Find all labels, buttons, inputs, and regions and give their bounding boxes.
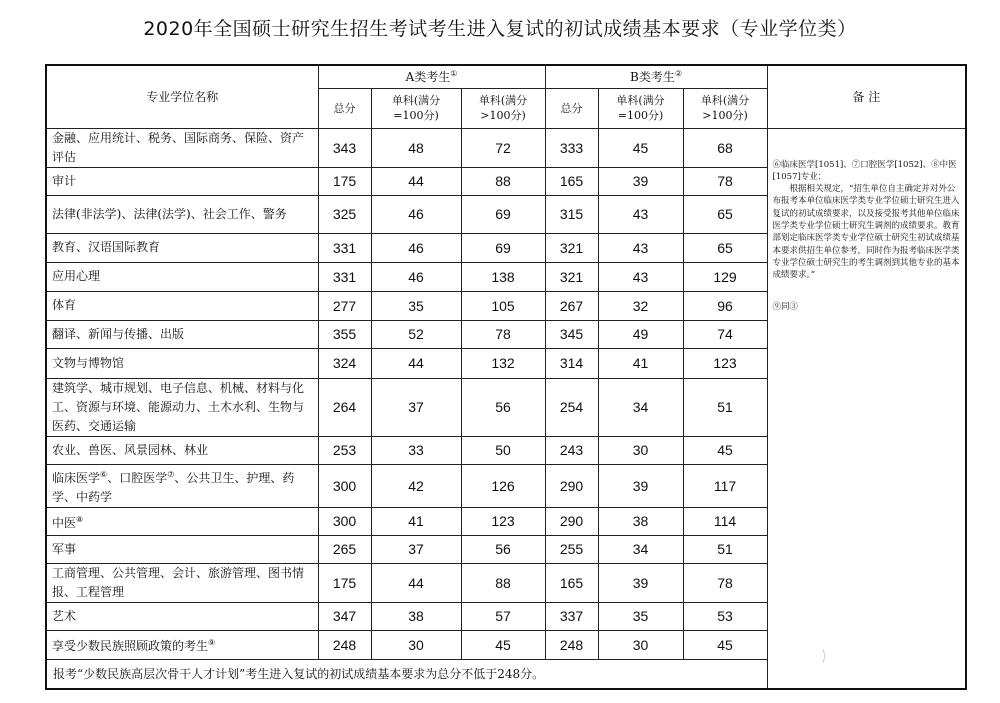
b-single-100-score: 32 [598,291,683,320]
major-name: 体育 [46,291,318,320]
remark-body: 根据相关规定，“招生单位自主确定并对外公布报考本单位临床医学类专业学位硕士研究生进入复试的初试成绩要求，以及接受报考其他单位临床医学类专业学位硕士研究生调剂的成绩要求。教育部划定临床医学类专业学位硕士研究生初试成绩基本要求供招生单位参考，同时作为报考临床医学类专业学位硕士研究生的考生调剂到其他专业的基本成绩要求。” [772,184,960,281]
a-total-score: 300 [318,464,371,507]
b-total-score: 267 [545,291,598,320]
remark-line: ⑨同③ [772,302,799,313]
a-total-score: 355 [318,320,371,348]
major-name: 享受少数民族照顾政策的考生⑨ [46,630,318,659]
a-single-gt100-score: 123 [461,507,545,535]
a-single-gt100-score: 88 [461,563,545,602]
major-name: 应用心理 [46,262,318,291]
b-total-score: 255 [545,535,598,563]
a-single-gt100-score: 88 [461,167,545,195]
header-remarks: 备 注 [767,65,966,128]
a-total-score: 300 [318,507,371,535]
b-single-gt100-score: 78 [683,563,767,602]
a-single-100-score: 30 [371,630,461,659]
a-total-score: 175 [318,167,371,195]
a-single-100-score: 37 [371,535,461,563]
b-total-score: 290 [545,507,598,535]
a-single-100-score: 42 [371,464,461,507]
b-single-100-score: 45 [598,128,683,167]
major-name: 建筑学、城市规划、电子信息、机械、材料与化工、资源与环境、能源动力、土木水利、生物与医药、交通运输 [46,378,318,436]
b-single-100-score: 30 [598,630,683,659]
a-single-gt100-score: 138 [461,262,545,291]
b-single-gt100-score: 129 [683,262,767,291]
b-total-score: 315 [545,195,598,233]
header-group-b: B类考生② [545,65,767,88]
b-single-100-score: 38 [598,507,683,535]
a-single-100-score: 46 [371,262,461,291]
a-single-100-score: 48 [371,128,461,167]
b-total-score: 345 [545,320,598,348]
header-major-name: 专业学位名称 [46,65,318,128]
major-name: 教育、汉语国际教育 [46,233,318,262]
footnote: 报考“少数民族高层次骨干人才计划”考生进入复试的初试成绩基本要求为总分不低于248分。 [46,659,767,689]
b-total-score: 243 [545,436,598,464]
b-single-gt100-score: 78 [683,167,767,195]
b-total-score: 337 [545,602,598,630]
b-single-gt100-score: 68 [683,128,767,167]
header-b-single-100: 单科(满分 =100分) [598,88,683,128]
remark-line: ⑥临床医学[1051]、⑦口腔医学[1052]、⑧中医[1057]专业： [772,159,957,182]
a-single-gt100-score: 126 [461,464,545,507]
a-total-score: 265 [318,535,371,563]
a-single-gt100-score: 78 [461,320,545,348]
b-total-score: 290 [545,464,598,507]
a-total-score: 331 [318,262,371,291]
b-single-gt100-score: 45 [683,630,767,659]
a-total-score: 331 [318,233,371,262]
b-total-score: 248 [545,630,598,659]
a-total-score: 325 [318,195,371,233]
b-single-100-score: 43 [598,195,683,233]
a-single-100-score: 44 [371,563,461,602]
a-single-100-score: 38 [371,602,461,630]
a-single-gt100-score: 57 [461,602,545,630]
b-single-gt100-score: 53 [683,602,767,630]
a-single-100-score: 41 [371,507,461,535]
b-single-100-score: 34 [598,535,683,563]
b-single-100-score: 41 [598,348,683,378]
a-single-gt100-score: 50 [461,436,545,464]
mark-icon [821,648,830,664]
a-single-100-score: 46 [371,233,461,262]
a-single-100-score: 37 [371,378,461,436]
a-single-gt100-score: 69 [461,195,545,233]
a-single-100-score: 44 [371,348,461,378]
b-single-100-score: 39 [598,563,683,602]
b-single-gt100-score: 123 [683,348,767,378]
major-name: 审计 [46,167,318,195]
b-total-score: 321 [545,262,598,291]
b-total-score: 333 [545,128,598,167]
header-a-single-gt100: 单科(满分 >100分) [461,88,545,128]
major-name: 农业、兽医、风景园林、林业 [46,436,318,464]
b-single-gt100-score: 51 [683,378,767,436]
a-single-gt100-score: 56 [461,535,545,563]
major-name: 法律(非法学)、法律(法学)、社会工作、警务 [46,195,318,233]
a-total-score: 248 [318,630,371,659]
b-single-100-score: 35 [598,602,683,630]
b-single-100-score: 39 [598,167,683,195]
b-total-score: 165 [545,167,598,195]
b-single-100-score: 43 [598,233,683,262]
b-total-score: 165 [545,563,598,602]
a-total-score: 175 [318,563,371,602]
page-title: 2020年全国硕士研究生招生考试考生进入复试的初试成绩基本要求（专业学位类） [143,18,857,40]
b-single-100-score: 34 [598,378,683,436]
b-total-score: 254 [545,378,598,436]
b-single-100-score: 49 [598,320,683,348]
header-a-single-100: 单科(满分 =100分) [371,88,461,128]
a-single-100-score: 44 [371,167,461,195]
major-name: 军事 [46,535,318,563]
b-total-score: 314 [545,348,598,378]
a-single-100-score: 33 [371,436,461,464]
major-name: 中医⑧ [46,507,318,535]
a-total-score: 277 [318,291,371,320]
b-single-gt100-score: 74 [683,320,767,348]
b-single-gt100-score: 51 [683,535,767,563]
a-single-100-score: 46 [371,195,461,233]
a-total-score: 324 [318,348,371,378]
a-single-gt100-score: 56 [461,378,545,436]
b-single-gt100-score: 117 [683,464,767,507]
remarks-cell [767,128,966,689]
a-total-score: 343 [318,128,371,167]
a-single-gt100-score: 105 [461,291,545,320]
b-single-100-score: 39 [598,464,683,507]
major-name: 工商管理、公共管理、会计、旅游管理、图书情报、工程管理 [46,563,318,602]
score-table [45,64,967,690]
a-total-score: 347 [318,602,371,630]
a-single-100-score: 52 [371,320,461,348]
major-name: 金融、应用统计、税务、国际商务、保险、资产评估 [46,128,318,167]
b-single-gt100-score: 114 [683,507,767,535]
b-single-gt100-score: 65 [683,233,767,262]
major-name: 文物与博物馆 [46,348,318,378]
a-single-gt100-score: 69 [461,233,545,262]
major-name: 翻译、新闻与传播、出版 [46,320,318,348]
header-a-total: 总分 [318,88,371,128]
b-single-100-score: 30 [598,436,683,464]
a-total-score: 253 [318,436,371,464]
header-b-single-gt100: 单科(满分 >100分) [683,88,767,128]
major-name: 临床医学⑥、口腔医学⑦、公共卫生、护理、药学、中药学 [46,464,318,507]
a-single-100-score: 35 [371,291,461,320]
a-single-gt100-score: 72 [461,128,545,167]
major-name: 艺术 [46,602,318,630]
b-single-100-score: 43 [598,262,683,291]
a-total-score: 264 [318,378,371,436]
a-single-gt100-score: 45 [461,630,545,659]
a-single-gt100-score: 132 [461,348,545,378]
b-total-score: 321 [545,233,598,262]
header-b-total: 总分 [545,88,598,128]
table-row [46,128,966,167]
header-group-a: A类考生① [318,65,545,88]
b-single-gt100-score: 45 [683,436,767,464]
b-single-gt100-score: 65 [683,195,767,233]
b-single-gt100-score: 96 [683,291,767,320]
